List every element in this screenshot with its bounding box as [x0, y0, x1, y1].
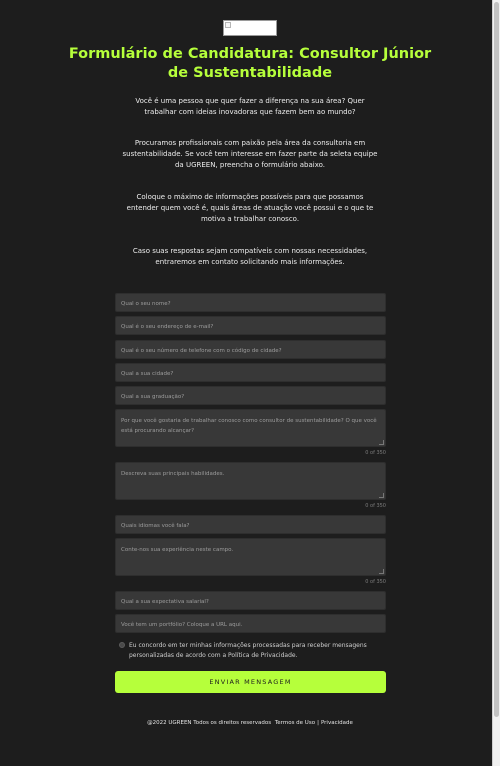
intro-paragraph-2: Procuramos profissionais com paixão pela área da consultoria em sustentabilidade. Se você tem interesse em fazer parte da seleta equipe da UGREEN, preencha o formulário abaixo.	[122, 139, 378, 169]
submit-button[interactable]: ENVIAR MENSAGEM	[115, 671, 386, 693]
phone-input[interactable]: Qual é o seu número de telefone com o código de cidade?	[115, 340, 386, 359]
name-input[interactable]: Qual o seu nome?	[115, 293, 386, 312]
languages-input[interactable]: Quais idiomas você fala?	[115, 515, 386, 534]
skills-placeholder: Descreva suas principais habilidades.	[121, 471, 225, 477]
footer	[90, 719, 410, 727]
footer-copyright: @2022 UGREEN Todos os direitos reservados	[147, 720, 272, 726]
intro-paragraph-1: Você é uma pessoa que quer fazer a diferença na sua área? Quer trabalhar com ideias inovadoras que fazem bem ao mundo?	[135, 97, 365, 116]
portfolio-input[interactable]: Você tem um portfólio? Coloque a URL aqui.	[115, 614, 386, 633]
page-title: Formulário de Candidatura: Consultor Júnior de Sustentabilidade	[68, 46, 432, 81]
consent-label: Eu concordo em ter minhas informações processadas para receber mensagens personalizadas de acordo com a Política de Privacidade.	[129, 642, 367, 659]
experience-placeholder: Conte-nos sua experiência neste campo.	[121, 547, 234, 553]
resize-handle-icon[interactable]	[379, 493, 384, 498]
logo-image[interactable]	[223, 20, 277, 36]
degree-input[interactable]: Qual a sua graduação?	[115, 386, 386, 405]
resize-handle-icon[interactable]	[379, 569, 384, 574]
motivation-placeholder: Por que você gostaria de trabalhar conosco como consultor de sustentabilidade? O que você está procurando alcançar?	[121, 418, 377, 434]
consent-checkbox[interactable]	[119, 642, 125, 648]
intro-paragraph-3: Coloque o máximo de informações possíveis para que possamos entender quem você é, quais áreas de atuação você possui e o que te motiva a trabalhar conosco.	[126, 193, 374, 223]
city-input[interactable]: Qual a sua cidade?	[115, 363, 386, 382]
experience-textarea[interactable]	[115, 538, 386, 576]
footer-separator: |	[317, 720, 319, 726]
vertical-scrollbar[interactable]	[493, 0, 500, 766]
status-bar	[0, 766, 500, 775]
skills-counter: 0 of 350	[365, 503, 386, 509]
email-input[interactable]: Qual é o seu endereço de e-mail?	[115, 316, 386, 335]
scrollbar-thumb[interactable]	[494, 2, 499, 717]
motivation-textarea[interactable]	[115, 409, 386, 447]
motivation-counter: 0 of 350	[365, 450, 386, 456]
footer-terms-link[interactable]: Termos de Uso	[274, 720, 316, 726]
resize-handle-icon[interactable]	[379, 440, 384, 445]
salary-input[interactable]: Qual a sua expectativa salarial?	[115, 591, 386, 610]
footer-privacy-link[interactable]: Privacidade	[320, 720, 353, 726]
intro-paragraph-4: Caso suas respostas sejam compatíveis com nossas necessidades, entraremos em contato solicitando mais informações.	[132, 247, 368, 266]
experience-counter: 0 of 350	[365, 579, 386, 585]
skills-textarea[interactable]	[115, 462, 386, 500]
